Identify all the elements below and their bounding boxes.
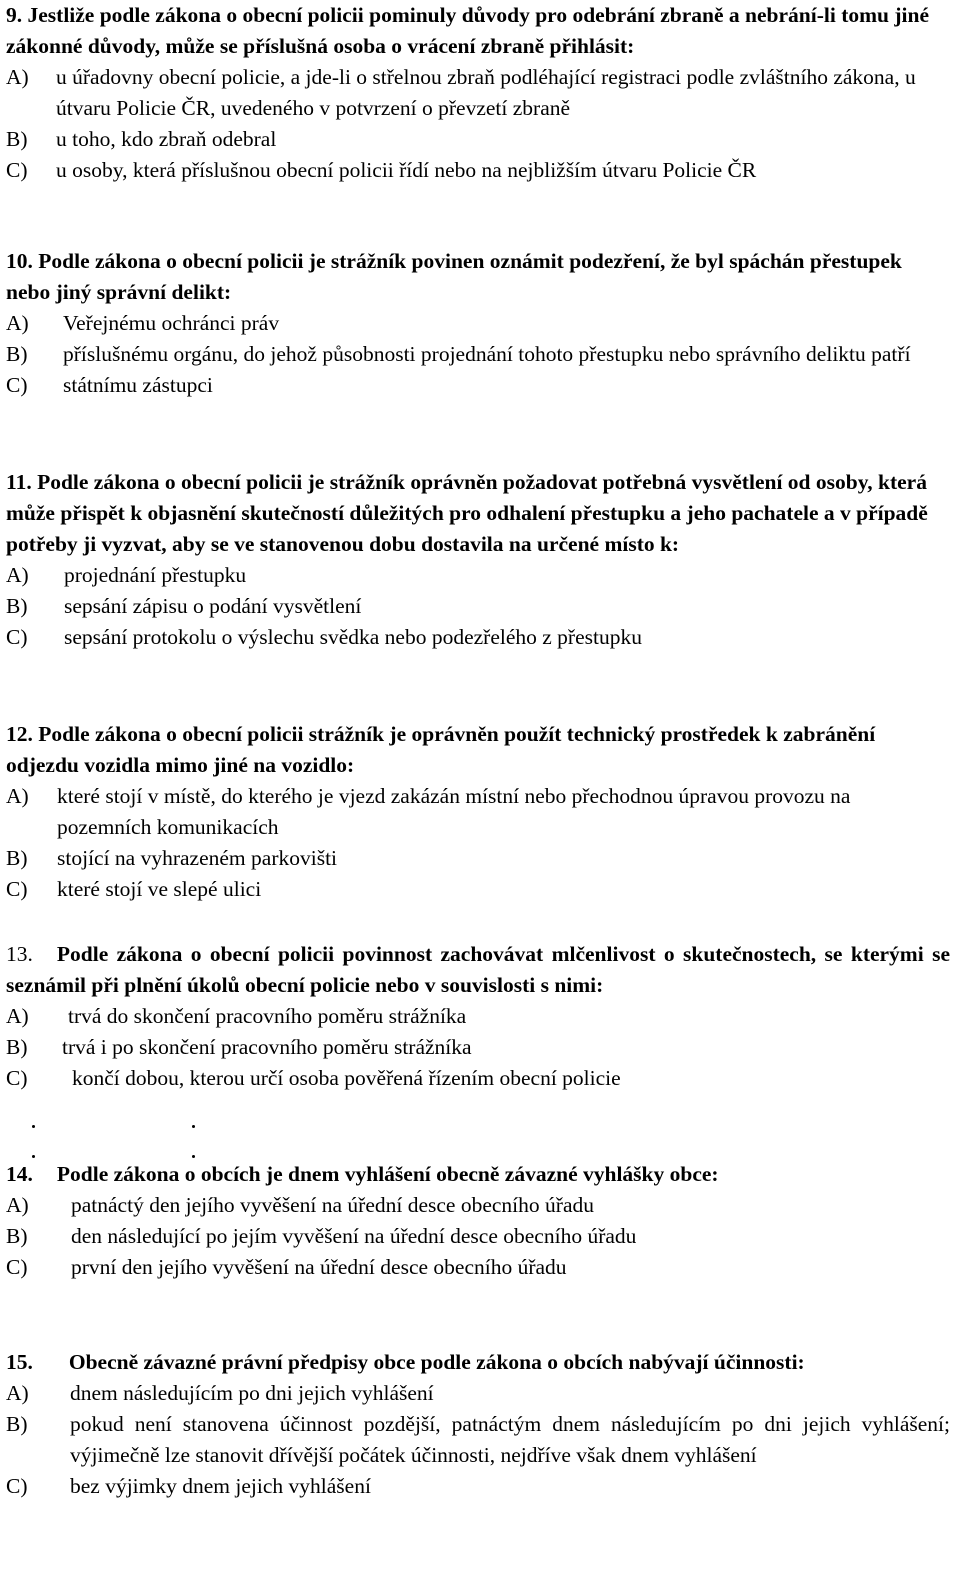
question-text: Podle zákona o obecní policii povinnost zachovávat mlčenlivost o skutečnostech, se kterými se seznámil při plnění úkolů obecní policie nebo v souvislosti s nimi: bbox=[6, 942, 950, 997]
option-text: Veřejnému ochránci práv bbox=[63, 311, 280, 335]
answer-option-c[interactable] bbox=[6, 622, 950, 653]
option-letter: C) bbox=[6, 1066, 28, 1090]
question-heading bbox=[6, 246, 950, 308]
question-text: Jestliže podle zákona o obecní policii pominuly důvody pro odebrání zbraně a nebrání-li tomu jiné zákonné důvody, může se příslušná osoba o vrácení zbraně přihlásit: bbox=[6, 3, 929, 58]
answer-option-b[interactable] bbox=[6, 1032, 950, 1063]
option-text: státnímu zástupci bbox=[63, 373, 213, 397]
answer-option-c[interactable] bbox=[6, 155, 950, 186]
option-letter: A) bbox=[6, 65, 29, 89]
question-14 bbox=[6, 1159, 950, 1283]
option-letter: B) bbox=[6, 846, 28, 870]
question-number: 13. bbox=[6, 942, 33, 966]
answer-option-b[interactable] bbox=[6, 1409, 950, 1471]
answer-option-a[interactable] bbox=[6, 560, 950, 591]
answer-option-c[interactable] bbox=[6, 1471, 950, 1502]
answer-option-b[interactable] bbox=[6, 591, 950, 622]
option-text: projednání přestupku bbox=[64, 563, 247, 587]
option-text: končí dobou, kterou určí osoba pověřená řízením obecní policie bbox=[72, 1066, 621, 1090]
option-text: patnáctý den jejího vyvěšení na úřední desce obecního úřadu bbox=[71, 1193, 594, 1217]
option-text: den následující po jejím vyvěšení na úřední desce obecního úřadu bbox=[71, 1224, 637, 1248]
question-11 bbox=[6, 467, 950, 653]
answer-option-b[interactable] bbox=[6, 1221, 950, 1252]
scan-dot bbox=[32, 1155, 35, 1158]
answer-option-c[interactable] bbox=[6, 1252, 950, 1283]
question-text: Podle zákona o obecní policii je strážník povinen oznámit podezření, že byl spáchán přestupek nebo jiný správní delikt: bbox=[6, 249, 902, 304]
option-text: bez výjimky dnem jejich vyhlášení bbox=[70, 1474, 371, 1498]
question-heading bbox=[6, 0, 950, 62]
question-heading bbox=[6, 1159, 950, 1190]
option-letter: B) bbox=[6, 1412, 28, 1436]
option-text: které stojí v místě, do kterého je vjezd zakázán místní nebo přechodnou úpravou provozu na pozemních komunikacích bbox=[57, 784, 851, 839]
scan-dot bbox=[192, 1125, 195, 1128]
answer-option-b[interactable] bbox=[6, 339, 950, 370]
question-12 bbox=[6, 719, 950, 905]
option-letter: C) bbox=[6, 877, 28, 901]
option-text: u úřadovny obecní policie, a jde-li o střelnou zbraň podléhající registraci podle zvláštního zákona, u útvaru Policie ČR, uvedeného v potvrzení o převzetí zbraně bbox=[56, 65, 916, 120]
question-heading bbox=[6, 467, 950, 560]
answer-option-b[interactable] bbox=[6, 124, 950, 155]
option-text: příslušnému orgánu, do jehož působnosti projednání tohoto přestupku nebo správního deliktu patří bbox=[63, 342, 911, 366]
question-number: 12. bbox=[6, 722, 33, 746]
question-10 bbox=[6, 246, 950, 401]
option-letter: C) bbox=[6, 1474, 28, 1498]
scan-dot bbox=[192, 1155, 195, 1158]
option-letter: A) bbox=[6, 784, 29, 808]
question-15 bbox=[6, 1347, 950, 1502]
option-letter: A) bbox=[6, 1004, 29, 1028]
question-number: 9. bbox=[6, 3, 23, 27]
option-letter: A) bbox=[6, 311, 29, 335]
option-text: které stojí ve slepé ulici bbox=[57, 877, 262, 901]
option-text: u toho, kdo zbraň odebral bbox=[56, 127, 277, 151]
option-letter: C) bbox=[6, 1255, 28, 1279]
option-letter: B) bbox=[6, 1035, 28, 1059]
option-letter: C) bbox=[6, 158, 28, 182]
question-number: 15. bbox=[6, 1350, 33, 1374]
answer-option-a[interactable] bbox=[6, 781, 950, 843]
option-letter: C) bbox=[6, 625, 28, 649]
option-letter: C) bbox=[6, 373, 28, 397]
question-number: 14. bbox=[6, 1162, 33, 1186]
option-text: sepsání protokolu o výslechu svědka nebo podezřelého z přestupku bbox=[64, 625, 642, 649]
question-9 bbox=[6, 0, 950, 186]
question-heading bbox=[6, 1347, 950, 1378]
question-text: Podle zákona o obcích je dnem vyhlášení obecně závazné vyhlášky obce: bbox=[56, 1162, 719, 1186]
option-text: první den jejího vyvěšení na úřední desce obecního úřadu bbox=[71, 1255, 567, 1279]
option-letter: A) bbox=[6, 1381, 29, 1405]
answer-option-a[interactable] bbox=[6, 62, 950, 124]
question-text: Podle zákona o obecní policii strážník je oprávněn použít technický prostředek k zabránění odjezdu vozidla mimo jiné na vozidlo: bbox=[6, 722, 876, 777]
option-letter: A) bbox=[6, 1193, 29, 1217]
option-letter: A) bbox=[6, 563, 29, 587]
question-13 bbox=[6, 939, 950, 1094]
answer-option-c[interactable] bbox=[6, 1063, 950, 1094]
option-letter: B) bbox=[6, 594, 28, 618]
answer-option-c[interactable] bbox=[6, 370, 950, 401]
scan-dot bbox=[32, 1125, 35, 1128]
option-text: sepsání zápisu o podání vysvětlení bbox=[64, 594, 362, 618]
answer-option-a[interactable] bbox=[6, 1378, 950, 1409]
question-heading bbox=[6, 719, 950, 781]
option-text: trvá i po skončení pracovního poměru strážníka bbox=[62, 1035, 472, 1059]
answer-option-a[interactable] bbox=[6, 1190, 950, 1221]
option-text: stojící na vyhrazeném parkovišti bbox=[57, 846, 338, 870]
question-number: 10. bbox=[6, 249, 33, 273]
answer-option-c[interactable] bbox=[6, 874, 950, 905]
option-letter: B) bbox=[6, 1224, 28, 1248]
option-text: trvá do skončení pracovního poměru strážníka bbox=[68, 1004, 467, 1028]
question-text: Podle zákona o obecní policii je strážník oprávněn požadovat potřebná vysvětlení od osoby, která může přispět k objasnění skutečností důležitých pro odhalení přestupku a jeho pachatele a v případě potřeby ji vyzvat, aby se ve stanovenou dobu dostavila na určené místo k: bbox=[6, 470, 928, 556]
answer-option-a[interactable] bbox=[6, 308, 950, 339]
option-letter: B) bbox=[6, 342, 28, 366]
question-heading bbox=[6, 939, 950, 1001]
answer-option-a[interactable] bbox=[6, 1001, 950, 1032]
option-text: dnem následujícím po dni jejich vyhlášení bbox=[70, 1381, 434, 1405]
option-letter: B) bbox=[6, 127, 28, 151]
answer-option-b[interactable] bbox=[6, 843, 950, 874]
question-text: Obecně závazné právní předpisy obce podle zákona o obcích nabývají účinnosti: bbox=[68, 1350, 805, 1374]
option-text: u osoby, která příslušnou obecní policii řídí nebo na nejbližším útvaru Policie ČR bbox=[56, 158, 757, 182]
question-number: 11. bbox=[6, 470, 32, 494]
option-text: pokud není stanovena účinnost pozdější, patnáctým dnem následujícím po dni jejich vyhlášení; výjimečně lze stanovit dřívější počátek účinnosti, nejdříve však dnem vyhlášení bbox=[70, 1412, 950, 1467]
